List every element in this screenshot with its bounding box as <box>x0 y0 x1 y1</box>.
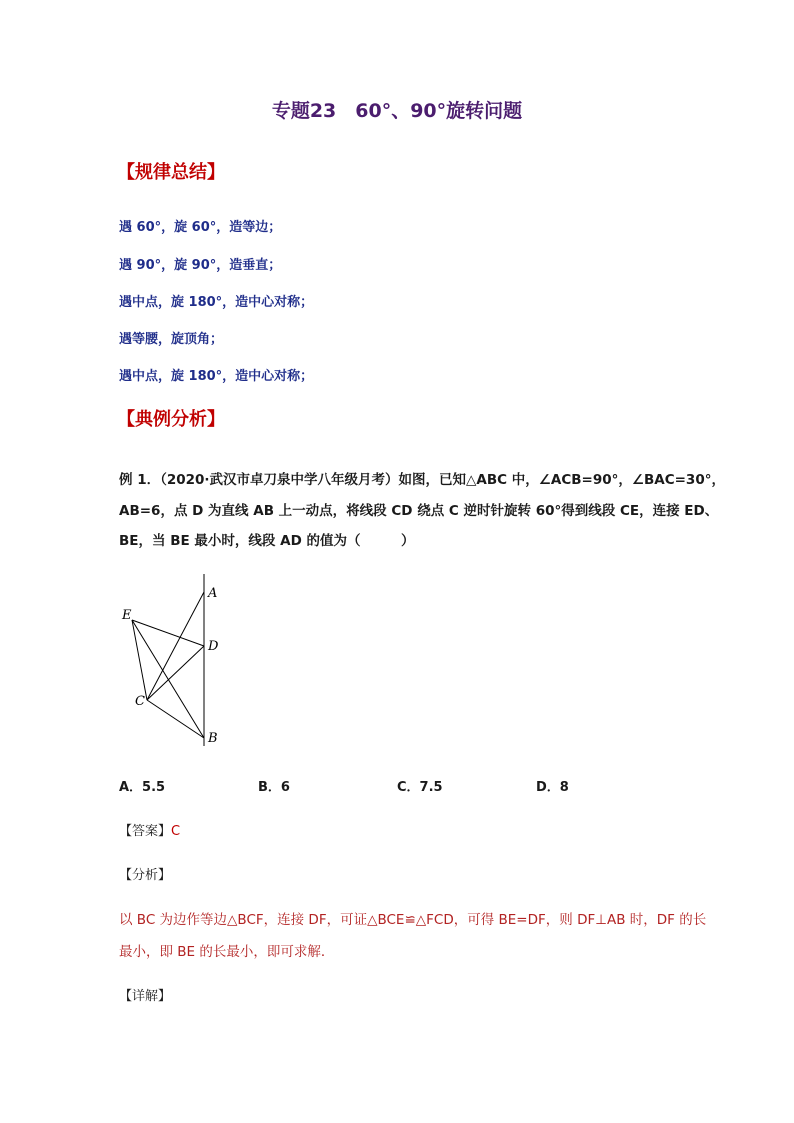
point-label-a: A <box>208 586 218 601</box>
point-label-c: C <box>135 694 145 709</box>
option-c: C．7.5 <box>397 780 443 795</box>
answer-row <box>119 820 180 839</box>
question-line-3: BE，当 BE 最小时，线段 AD 的值为（ ） <box>119 533 415 549</box>
option-b: B．6 <box>258 780 290 795</box>
answer-value: C <box>171 824 181 839</box>
rule-item-3: 遇中点，旋 180°，造中心对称； <box>119 295 314 310</box>
analysis-tag: 【分析】 <box>119 868 172 883</box>
option-a: A．5.5 <box>119 780 166 795</box>
option-d: D．8 <box>536 780 569 795</box>
page-title: 专题23 60°、90°旋转问题 <box>271 100 523 122</box>
rule-item-2: 遇 90°，旋 90°，造垂直； <box>119 258 282 273</box>
point-label-d: D <box>208 639 219 654</box>
question-line-2: AB=6，点 D 为直线 AB 上一动点，将线段 CD 绕点 C 逆时针旋转 60°得到线段 CE，连接 ED、 <box>119 503 719 519</box>
point-label-b: B <box>208 731 218 746</box>
rule-item-5: 遇中点，旋 180°，造中心对称； <box>119 369 314 384</box>
rule-item-4: 遇等腰，旋顶角； <box>119 332 224 347</box>
geometry-figure <box>118 568 228 750</box>
answer-tag: 【答案】 <box>119 824 172 839</box>
section-heading-summary: 【规律总结】 <box>117 162 225 183</box>
rule-item-1: 遇 60°，旋 60°，造等边； <box>119 220 282 235</box>
analysis-line-2: 最小，即 BE 的长最小，即可求解． <box>119 944 335 960</box>
line-cb <box>147 700 204 738</box>
line-ed <box>132 620 204 646</box>
analysis-line-1: 以 BC 为边作等边△BCF，连接 DF，可证△BCE≌△FCD，可得 BE=DF，则 DF⊥AB 时，DF 的长 <box>119 912 707 928</box>
question-line-1: 例 1．（2020·武汉市卓刀泉中学八年级月考）如图，已知△ABC 中，∠ACB=90°，∠BAC=30°， <box>119 472 725 488</box>
section-heading-examples: 【典例分析】 <box>117 409 225 430</box>
point-label-e: E <box>122 608 132 623</box>
line-ca <box>147 592 204 700</box>
detail-tag: 【详解】 <box>119 989 172 1004</box>
